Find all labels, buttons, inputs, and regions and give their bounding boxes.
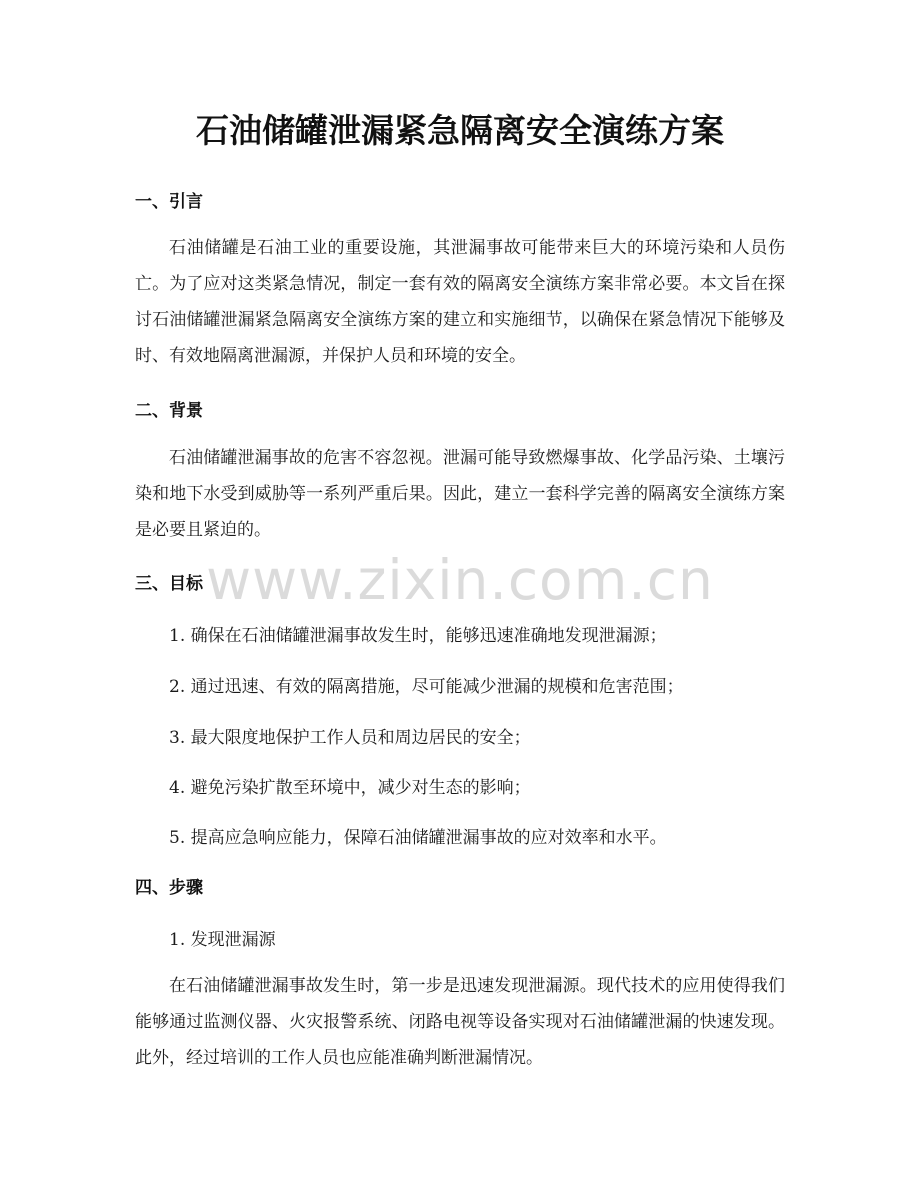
background-paragraph: 石油储罐泄漏事故的危害不容忽视。泄漏可能导致燃爆事故、化学品污染、土壤污染和地下水受到威胁等一系列严重后果。因此，建立一套科学完善的隔离安全演练方案是必要且紧迫的。	[135, 448, 785, 540]
section-heading-introduction: 一、引言	[135, 192, 203, 212]
step-1-paragraph: 在石油储罐泄漏事故发生时，第一步是迅速发现泄漏源。现代技术的应用使得我们能够通过监测仪器、火灾报警系统、闭路电视等设备实现对石油储罐泄漏的快速发现。此外，经过培训的工作人员也应能准确判断泄漏情况。	[135, 976, 785, 1068]
section-heading-background: 二、背景	[135, 401, 203, 421]
section-heading-goals: 三、目标	[135, 574, 203, 594]
goal-item-5: 5. 提高应急响应能力，保障石油储罐泄漏事故的应对效率和水平。	[169, 828, 667, 848]
document-title: 石油储罐泄漏紧急隔离安全演练方案	[196, 111, 724, 150]
section-heading-steps: 四、步骤	[135, 878, 203, 898]
goal-item-4: 4. 避免污染扩散至环境中，减少对生态的影响；	[169, 778, 531, 798]
goal-item-1: 1. 确保在石油储罐泄漏事故发生时，能够迅速准确地发现泄漏源；	[169, 626, 667, 646]
introduction-paragraph: 石油储罐是石油工业的重要设施，其泄漏事故可能带来巨大的环境污染和人员伤亡。为了应对这类紧急情况，制定一套有效的隔离安全演练方案非常必要。本文旨在探讨石油储罐泄漏紧急隔离安全演练方案的建立和实施细节，以确保在紧急情况下能够及时、有效地隔离泄漏源，并保护人员和环境的安全。	[135, 238, 785, 366]
goal-item-3: 3. 最大限度地保护工作人员和周边居民的安全；	[169, 728, 531, 748]
step-subheading-1: 1. 发现泄漏源	[169, 930, 276, 950]
goal-item-2: 2. 通过迅速、有效的隔离措施，尽可能减少泄漏的规模和危害范围；	[169, 677, 684, 697]
watermark: www.zixin.com.cn	[206, 548, 714, 612]
